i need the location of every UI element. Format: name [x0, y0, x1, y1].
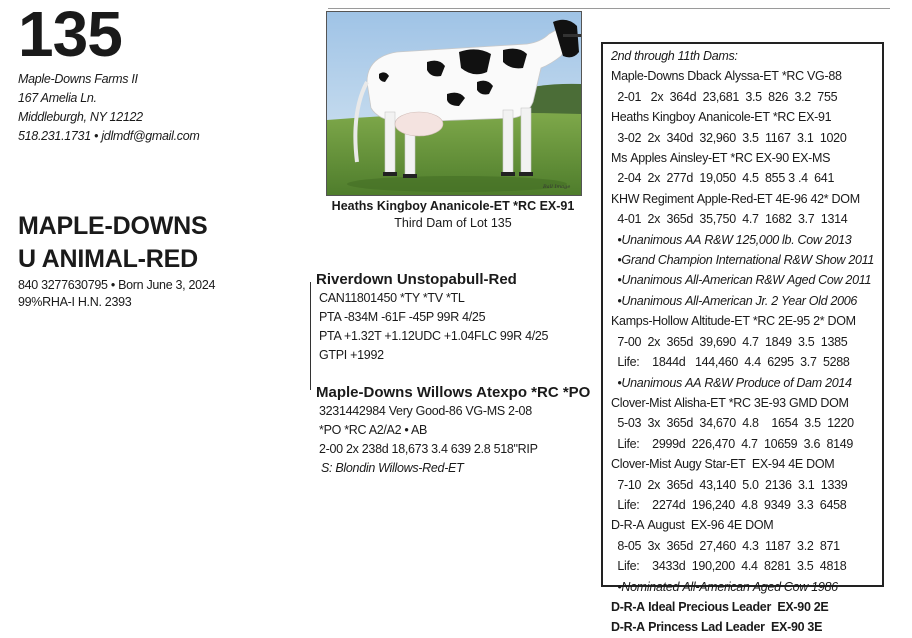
cow-photo	[326, 11, 582, 196]
dam-record-line: 7-00 2x 365d 39,690 4.7 1849 3.5 1385	[611, 334, 848, 349]
dam-record-line: •Unanimous All-American R&W Aged Cow 2011	[611, 273, 872, 288]
dam-record-line: Life: 3433d 190,200 4.4 8281 3.5 4818	[611, 559, 847, 574]
lot-number: 135	[18, 0, 122, 70]
sire-line: PTA -834M -61F -45P 99R 4/25	[319, 310, 486, 324]
dam-record-line: Kamps-Hollow Altitude-ET *RC 2E-95 2* DOM	[611, 314, 856, 329]
dams-list	[611, 66, 882, 637]
dam-record-line: Life: 2999d 226,470 4.7 10659 3.6 8149	[611, 436, 854, 451]
sire-line: CAN11801450 *TY *TV *TL	[319, 291, 465, 305]
dams-box	[601, 42, 884, 635]
consignor-phone: 518.231.1731	[18, 129, 91, 143]
animal-registration: 840 3277630795 • Born June 3, 2024	[18, 278, 216, 292]
dam-record-line: 5-03 3x 365d 34,670 4.8 1654 3.5 1220	[611, 416, 854, 431]
sire-block	[316, 270, 548, 365]
sire-line: GTPI +1992	[319, 348, 384, 362]
dam-record-line: •Nominated All-American Aged Cow 1986	[611, 579, 838, 594]
dam-record-line: •Grand Champion International R&W Show 2011	[611, 253, 875, 268]
consignor-address: 167 Amelia Ln.	[18, 91, 97, 105]
dam-record-line: Maple-Downs Dback Alyssa-ET *RC VG-88	[611, 69, 842, 84]
caption-relation: Third Dam of Lot 135	[394, 216, 512, 230]
dam-block	[316, 383, 590, 478]
dam-record-line: 8-05 3x 365d 27,460 4.3 1187 3.2 871	[611, 538, 840, 553]
contact-separator: •	[94, 129, 99, 143]
dam-line: *PO *RC A2/A2 • AB	[319, 423, 428, 437]
dam-record-line: Life: 2274d 196,240 4.8 9349 3.3 6458	[611, 497, 847, 512]
consignor-city: Middleburgh, NY 12122	[18, 110, 143, 124]
photographer-signature: Ball Image	[543, 184, 571, 190]
dam-record-line: 7-10 2x 365d 43,140 5.0 2136 3.1 1339	[611, 477, 848, 492]
dam-line: 3231442984 Very Good-86 VG-MS 2-08	[319, 404, 532, 418]
top-rule	[328, 8, 890, 9]
dam-record-line: KHW Regiment Apple-Red-ET 4E-96 42* DOM	[611, 191, 860, 206]
sire-name: Riverdown Unstopabull-Red	[316, 271, 517, 288]
consignor-email[interactable]: jdlmdf@gmail.com	[101, 129, 200, 143]
caption-cow-name: Heaths Kingboy Ananicole-ET *RC EX-91	[331, 199, 575, 213]
dam-record-line: •Unanimous AA R&W 125,000 lb. Cow 2013	[611, 232, 852, 247]
consignor-name: Maple-Downs Farms II	[18, 72, 138, 86]
dam-name: Maple-Downs Willows Atexpo *RC *PO	[316, 384, 591, 401]
dam-record-line: Clover-Mist Augy Star-ET EX-94 4E DOM	[611, 457, 835, 472]
consignor-block	[18, 70, 200, 146]
pedigree-bracket-line	[310, 282, 311, 390]
dam-record-line: •Unanimous AA R&W Produce of Dam 2014	[611, 375, 852, 390]
dam-record-line: 2-01 2x 364d 23,681 3.5 826 3.2 755	[611, 89, 838, 104]
dam-record-line: Heaths Kingboy Ananicole-ET *RC EX-91	[611, 110, 832, 125]
animal-name-line1: MAPLE-DOWNS	[18, 212, 208, 240]
animal-name	[18, 210, 207, 276]
dam-record-line: Life: 1844d 144,460 4.4 6295 3.7 5288	[611, 355, 850, 370]
cow-photo-image	[327, 12, 581, 195]
dam-record-line: 4-01 2x 365d 35,750 4.7 1682 3.7 1314	[611, 212, 848, 227]
dam-record-line: D-R-A August EX-96 4E DOM	[611, 518, 774, 533]
animal-info	[18, 277, 215, 311]
animal-breed-info: 99%RHA-I H.N. 2393	[18, 295, 132, 309]
dam-record-line: D-R-A Princess Lad Leader EX-90 3E	[611, 620, 823, 635]
consignor-contact	[18, 127, 200, 146]
dam-line: 2-00 2x 238d 18,673 3.4 639 2.8 518"RIP	[319, 442, 538, 456]
dam-record-line: D-R-A Ideal Precious Leader EX-90 2E	[611, 599, 829, 614]
dam-record-line: Ms Apples Ainsley-ET *RC EX-90 EX-MS	[611, 151, 831, 166]
animal-name-line2: U ANIMAL-RED	[18, 245, 198, 273]
sire-line: PTA +1.32T +1.12UDC +1.04FLC 99R 4/25	[319, 329, 549, 343]
dam-record-line: •Unanimous All-American Jr. 2 Year Old 2006	[611, 293, 858, 308]
photo-caption	[300, 198, 606, 232]
dam-sire: S: Blondin Willows-Red-ET	[321, 461, 464, 475]
dam-record-line: 2-04 2x 277d 19,050 4.5 855 3 .4 641	[611, 171, 835, 186]
dam-record-line: 3-02 2x 340d 32,960 3.5 1167 3.1 1020	[611, 130, 847, 145]
dam-record-line: Clover-Mist Alisha-ET *RC 3E-93 GMD DOM	[611, 395, 849, 410]
dams-box-heading: 2nd through 11th Dams:	[611, 49, 738, 63]
